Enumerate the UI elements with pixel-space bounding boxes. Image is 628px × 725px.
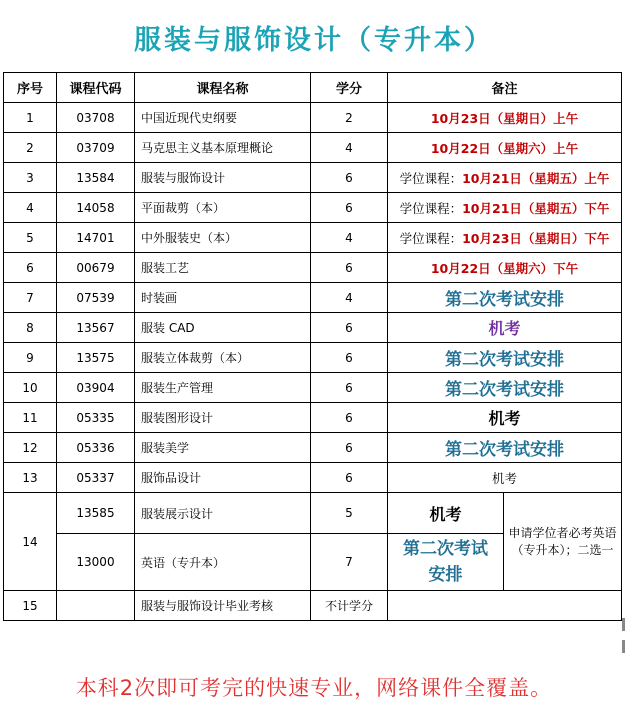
edge-marker [622, 618, 625, 631]
row-no: 14 [4, 493, 57, 591]
row-code: 13567 [57, 313, 135, 343]
row-credit: 5 [311, 493, 388, 534]
exam-date: 10月22日（星期六）下午 [430, 260, 579, 276]
note-prefix: 学位课程： [399, 200, 463, 216]
row-no: 5 [4, 223, 57, 253]
row-credit: 6 [311, 463, 388, 493]
row-credit: 4 [311, 133, 388, 163]
row-code: 13000 [57, 534, 135, 591]
row-credit: 6 [311, 253, 388, 283]
row-credit: 4 [311, 283, 388, 313]
row-code: 00679 [57, 253, 135, 283]
row-name: 服装立体裁剪（本） [135, 343, 311, 373]
row-code: 05336 [57, 433, 135, 463]
header-no: 序号 [4, 73, 57, 103]
exam-note: 第二次考试安排 [445, 350, 564, 370]
row-credit: 2 [311, 103, 388, 133]
table-header-row [4, 73, 622, 103]
table-row-14a [4, 493, 622, 534]
row-name: 服装工艺 [135, 253, 311, 283]
row-no: 3 [4, 163, 57, 193]
row-no: 7 [4, 283, 57, 313]
row-note [388, 163, 622, 193]
table-row [4, 433, 622, 463]
row-no: 6 [4, 253, 57, 283]
row-note [388, 283, 622, 313]
exam-date: 10月23日（星期日）下午 [462, 230, 610, 246]
row-code [57, 591, 135, 621]
table-row [4, 403, 622, 433]
row-code: 07539 [57, 283, 135, 313]
row-name: 服装与服饰设计 [135, 163, 311, 193]
exam-note: 第二次考试安排 [445, 380, 564, 400]
table-row [4, 133, 622, 163]
exam-note: 第二次考试安排 [445, 440, 564, 460]
table-row [4, 253, 622, 283]
table-row [4, 223, 622, 253]
row-name: 服装美学 [135, 433, 311, 463]
row-no: 11 [4, 403, 57, 433]
row-side-note: 申请学位者必考英语（专升本）；二选一 [504, 493, 622, 591]
page-title: 服装与服饰设计（专升本） [134, 25, 494, 56]
row-note [388, 253, 622, 283]
header-note: 备注 [388, 73, 622, 103]
row-no: 12 [4, 433, 57, 463]
row-code: 13585 [57, 493, 135, 534]
row-name: 平面裁剪（本） [135, 193, 311, 223]
row-note [388, 591, 622, 621]
exam-date: 10月21日（星期五）上午 [462, 170, 610, 186]
footer-slogan: 本科2次即可考完的快速专业，网络课件全覆盖。 [75, 676, 553, 700]
row-credit: 6 [311, 313, 388, 343]
row-name: 服装与服饰设计毕业考核 [135, 591, 311, 621]
row-code: 14058 [57, 193, 135, 223]
table-row [4, 103, 622, 133]
table-row [4, 283, 622, 313]
row-code: 03904 [57, 373, 135, 403]
row-code: 03708 [57, 103, 135, 133]
row-code: 13575 [57, 343, 135, 373]
exam-note: 机考 [492, 470, 518, 486]
course-table [3, 72, 622, 621]
row-note [388, 463, 622, 493]
note-prefix: 学位课程： [399, 230, 463, 246]
header-credit: 学分 [311, 73, 388, 103]
edge-marker [622, 640, 625, 653]
header-name: 课程名称 [135, 73, 311, 103]
row-note [388, 433, 622, 463]
row-no: 15 [4, 591, 57, 621]
row-credit: 6 [311, 193, 388, 223]
row-no: 13 [4, 463, 57, 493]
row-credit: 6 [311, 343, 388, 373]
row-no: 8 [4, 313, 57, 343]
row-no: 1 [4, 103, 57, 133]
row-note [388, 373, 622, 403]
row-note: 第二次考试安排 [388, 534, 504, 591]
row-code: 14701 [57, 223, 135, 253]
table-row [4, 163, 622, 193]
row-name: 马克思主义基本原理概论 [135, 133, 311, 163]
row-credit: 6 [311, 403, 388, 433]
row-credit: 6 [311, 163, 388, 193]
row-code: 03709 [57, 133, 135, 163]
row-name: 服装展示设计 [135, 493, 311, 534]
exam-date: 10月23日（星期日）上午 [430, 110, 579, 126]
row-credit: 不计学分 [311, 591, 388, 621]
table-row [4, 373, 622, 403]
row-credit: 6 [311, 373, 388, 403]
row-name: 服饰品设计 [135, 463, 311, 493]
row-code: 13584 [57, 163, 135, 193]
row-note [388, 193, 622, 223]
row-credit: 4 [311, 223, 388, 253]
note-prefix: 学位课程： [399, 170, 463, 186]
row-note [388, 133, 622, 163]
row-note [388, 403, 622, 433]
row-no: 10 [4, 373, 57, 403]
table-row [4, 193, 622, 223]
row-note [388, 313, 622, 343]
row-code: 05337 [57, 463, 135, 493]
exam-date: 10月21日（星期五）下午 [462, 200, 610, 216]
exam-note: 第二次考试安排 [445, 290, 564, 310]
exam-note: 机考 [488, 409, 521, 428]
row-note [388, 103, 622, 133]
row-name: 服装图形设计 [135, 403, 311, 433]
row-note: 机考 [388, 493, 504, 534]
row-name: 时装画 [135, 283, 311, 313]
row-no: 4 [4, 193, 57, 223]
row-note [388, 223, 622, 253]
header-code: 课程代码 [57, 73, 135, 103]
exam-note: 机考 [488, 319, 521, 338]
row-name: 中外服装史（本） [135, 223, 311, 253]
table-row [4, 313, 622, 343]
exam-date: 10月22日（星期六）上午 [430, 140, 579, 156]
table-row [4, 343, 622, 373]
row-name: 服装 CAD [135, 313, 311, 343]
row-credit: 7 [311, 534, 388, 591]
row-note [388, 343, 622, 373]
row-name: 中国近现代史纲要 [135, 103, 311, 133]
table-row-15 [4, 591, 622, 621]
row-no: 9 [4, 343, 57, 373]
row-name: 英语（专升本） [135, 534, 311, 591]
row-name: 服装生产管理 [135, 373, 311, 403]
table-row [4, 463, 622, 493]
row-no: 2 [4, 133, 57, 163]
row-code: 05335 [57, 403, 135, 433]
row-credit: 6 [311, 433, 388, 463]
